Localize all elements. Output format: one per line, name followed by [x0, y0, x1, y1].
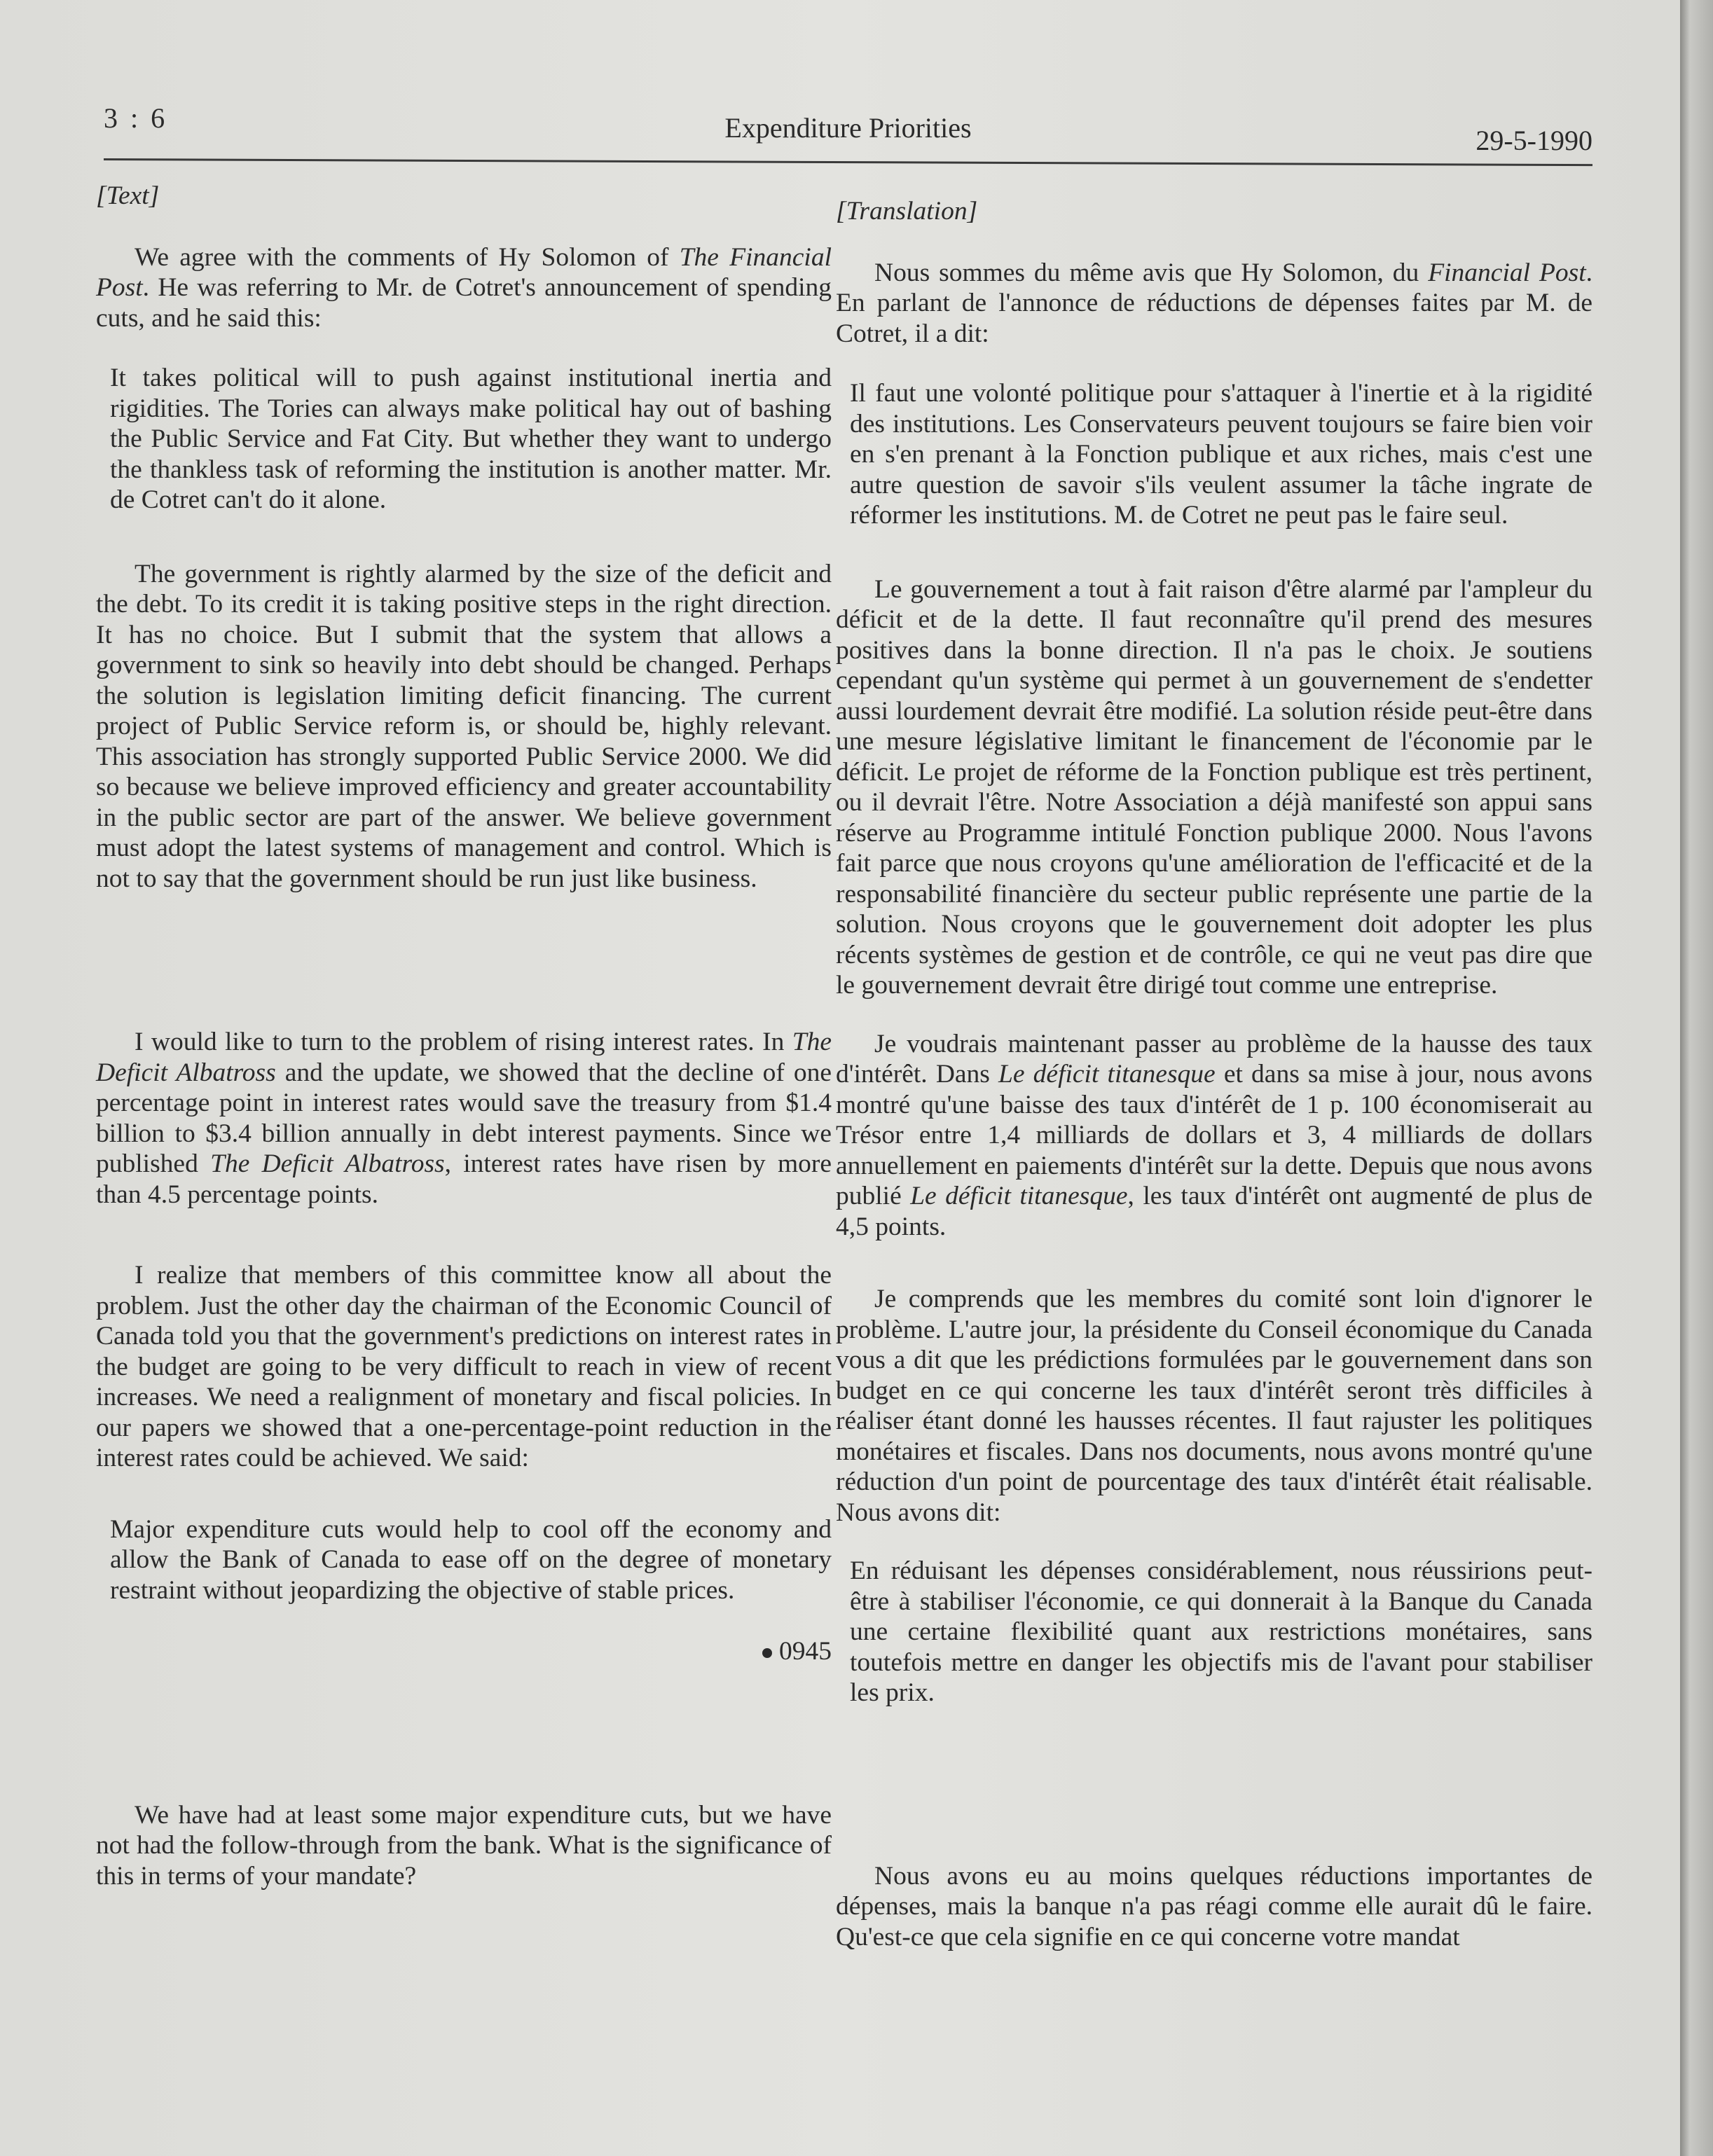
text-tag: [Text]: [96, 181, 160, 210]
bullet-icon: [762, 1648, 772, 1658]
fr-paragraph-3: Je voudrais maintenant passer au problème de la hausse des taux d'intérêt. Dans Le déficit titanesque et dans sa mise à jour, nous avons montré qu'une baisse des taux d'intérêt de 1 p. 100 économiserait au Trésor entre 1,4 milliards de dollars et 3, 4 milliards de dollars annuellement en paiements d'intérêt sur la dette. Depuis que nous avons publié Le déficit titanesque, les taux d'intérêt ont augmenté de plus de 4,5 points.: [836, 1029, 1593, 1241]
time-marker: 0945: [96, 1636, 832, 1667]
english-column: [96, 181, 832, 1891]
header-date: 29-5-1990: [1475, 125, 1592, 156]
en-paragraph-4: I realize that members of this committee know all about the problem. Just the other day the chairman of the Economic Council of Canada told you that the government's predictions on interest rates in the budget are going to be very difficult to reach in view of recent increases. We need a realignment of monetary and fiscal policies. In our papers we showed that a one-percentage-point reduction in the interest rates could be achieved. We said:: [96, 1261, 832, 1472]
translation-tag: [Translation]: [836, 197, 978, 226]
running-title: Expenditure Priorities: [724, 112, 972, 144]
en-paragraph-2: The government is rightly alarmed by the size of the deficit and the debt. To its credit it is taking positive steps in the right direction. It has no choice. But I submit that the system that allows a government to sink so heavily into debt should be changed. Perhaps the solution is legislation limiting deficit financing. The current project of Public Service reform is, or should be, highly relevant. This association has strongly supported Public Service 2000. We did so because we believe improved efficiency and greater accountability in the public sector are part of the answer. We believe government must adopt the latest systems of management and control. Which is not to say that the government should be run just like business.: [96, 559, 832, 893]
fr-quote-2: En réduisant les dépenses considérablement, nous réussirions peut-être à stabiliser l'économie, ce qui donnerait à la Banque du Canada une certaine flexibilité quant aux restrictions monétaires, sans toutefois mettre en danger les objectifs mis de l'avant pour stabiliser les prix.: [850, 1556, 1592, 1707]
fr-paragraph-1: Nous sommes du même avis que Hy Solomon, du Financial Post. En parlant de l'annonce de réductions de dépenses faites par M. de Cotret, il a dit:: [836, 258, 1592, 348]
en-paragraph-1: We agree with the comments of Hy Solomon of The Financial Post. He was referring to Mr. de Cotret's announcement of spending cuts, and he said this:: [96, 242, 832, 333]
page-edge: [1680, 0, 1713, 2156]
en-paragraph-3: I would like to turn to the problem of rising interest rates. In The Deficit Albatross and the update, we showed that the decline of one percentage point in interest rates would save the treasury from $1.4 billion to $3.4 billion annually in debt interest payments. Since we published The Deficit Albatross, interest rates have risen by more than 4.5 percentage points.: [96, 1028, 832, 1209]
page-header: [104, 102, 1592, 165]
french-column: [836, 196, 1592, 1952]
page-number: 3 : 6: [104, 102, 168, 134]
fr-quote-1: Il faut une volonté politique pour s'attaquer à l'inertie et à la rigidité des institutions. Les Conservateurs peuvent toujours se faire bien voir en s'en prenant à la Fonction publique et aux riches, mais c'est une autre question de savoir s'ils veulent assumer la tâche ingrate de réformer les institutions. M. de Cotret ne peut pas le faire seul.: [850, 379, 1592, 530]
en-paragraph-5: We have had at least some major expenditure cuts, but we have not had the follow-through from the bank. What is the significance of this in terms of your mandate?: [96, 1800, 832, 1891]
en-quote-2: Major expenditure cuts would help to cool off the economy and allow the Bank of Canada to ease off on the degree of monetary restraint without jeopardizing the objective of stable prices.: [110, 1514, 832, 1605]
en-quote-1: It takes political will to push against institutional inertia and rigidities. The Tories can always make political hay out of bashing the Public Service and Fat City. But whether they want to undergo the thankless task of reforming the institution is another matter. Mr. de Cotret can't do it alone.: [110, 364, 832, 514]
fr-paragraph-5: Nous avons eu au moins quelques réductions importantes de dépenses, mais la banque n'a pas réagi comme elle aurait dû le faire. Qu'est-ce que cela signifie en ce qui concerne votre mandat: [836, 1861, 1592, 1951]
fr-paragraph-4: Je comprends que les membres du comité sont loin d'ignorer le problème. L'autre jour, la présidente du Conseil économique du Canada vous a dit que les prédictions formulées par le gouvernement dans son budget en ce qui concerne les taux d'intérêt seront très difficiles à réaliser étant donné les hausses récentes. Il faut rajuster les politiques monétaires et fiscales. Dans nos documents, nous avons montré qu'une réduction d'un point de pourcentage des taux d'intérêt était réalisable. Nous avons dit:: [836, 1285, 1592, 1527]
fr-paragraph-2: Le gouvernement a tout à fait raison d'être alarmé par l'ampleur du déficit et de la dette. Il faut reconnaître qu'il prend des mesures positives dans la bonne direction. Il n'a pas le choix. Je soutiens cependant qu'un système qui permet à un gouvernement de s'endetter aussi lourdement devrait être modifié. La solution réside peut-être dans une mesure législative limitant le financement de l'économie par le déficit. Le projet de réforme de la Fonction publique est très pertinent, ou il devrait l'être. Notre Association a déjà manifesté son appui sans réserve au Programme intitulé Fonction publique 2000. Nous l'avons fait parce que nous croyons qu'une amélioration de l'efficacité et de la responsabilité financière du secteur public représente une partie de la solution. Nous croyons que le gouvernement doit adopter les plus récents systèmes de gestion et de contrôle, ce qui ne veut pas dire que le gouvernement devrait être dirigé tout comme une entreprise.: [836, 574, 1592, 1000]
